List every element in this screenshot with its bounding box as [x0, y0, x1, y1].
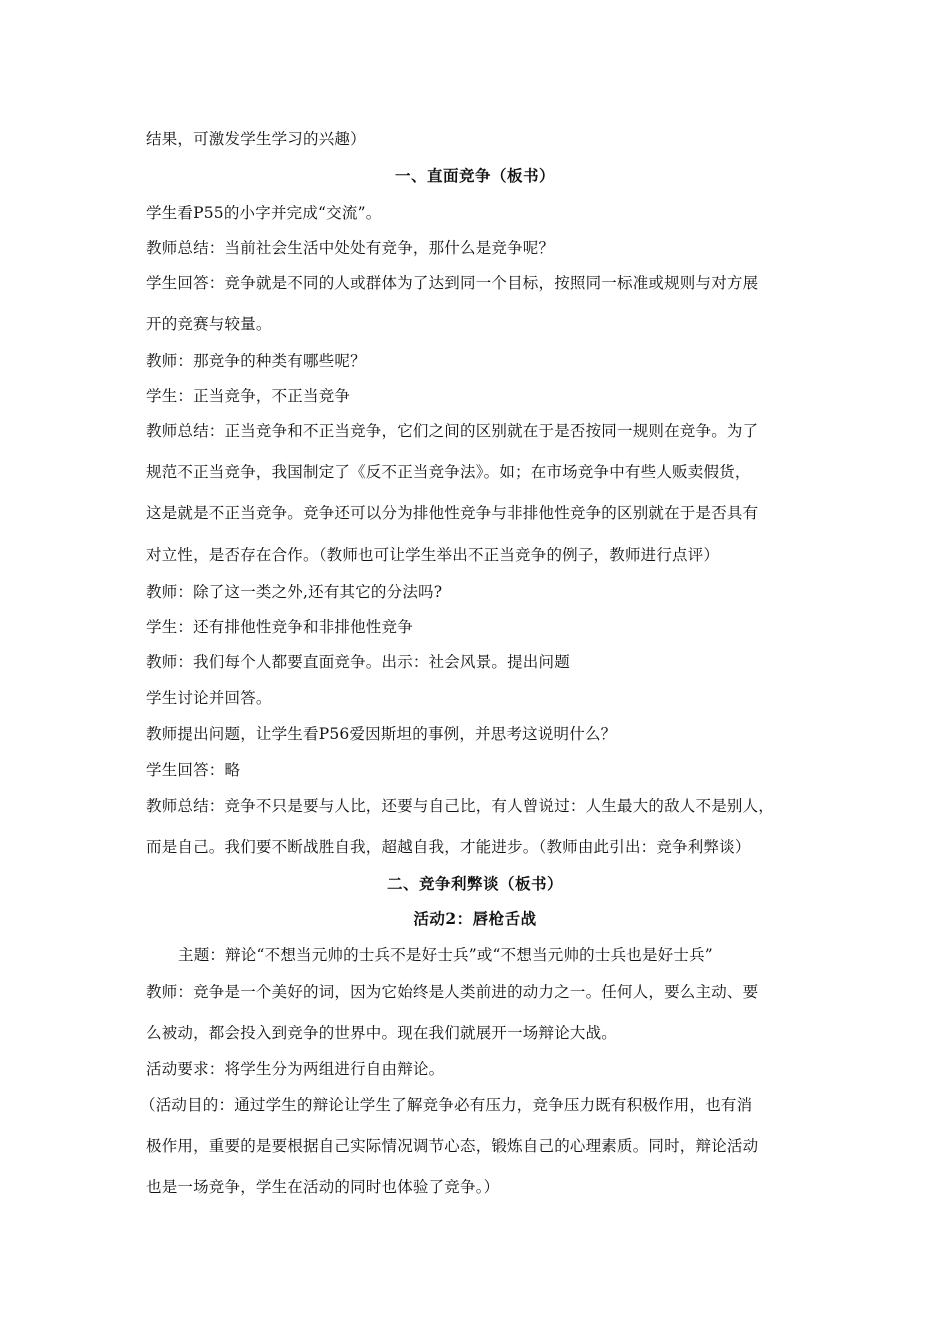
- text-line: 极作用，重要的是要根据自己实际情况调节心态，锻炼自己的心理素质。同时，辩论活动: [146, 1137, 759, 1155]
- text-line: 学生看P55的小字并完成“交流”。: [146, 204, 382, 222]
- text-line: 学生：正当竞争，不正当竞争: [146, 387, 351, 405]
- text-line: 规范不正当竞争，我国制定了《反不正当竞争法》。如；在市场竞争中有些人贩卖假货，: [146, 463, 751, 481]
- text-line: 也是一场竞争，学生在活动的同时也体验了竞争。）: [146, 1178, 500, 1196]
- text-line: 教师：我们每个人都要直面竞争。出示：社会风景。提出问题: [146, 653, 570, 671]
- text-line: 学生：还有排他性竞争和非排他性竞争: [146, 618, 413, 636]
- text-line: 结果，可激发学生学习的兴趣）: [146, 130, 366, 148]
- text-line: （活动目的：通过学生的辩论让学生了解竞争必有压力，竞争压力既有积极作用，也有消: [140, 1096, 753, 1114]
- text-line: 开的竞赛与较量。: [146, 315, 272, 333]
- activity-heading: 活动2：唇枪舌战: [413, 909, 537, 928]
- text-line: 教师：竞争是一个美好的词，因为它始终是人类前进的动力之一。任何人，要么主动、要: [146, 983, 759, 1001]
- text-line: 对立性，是否存在合作。（教师也可让学生举出不正当竞争的例子，教师进行点评）: [146, 546, 720, 564]
- text-line: 学生回答：略: [146, 761, 241, 779]
- section-heading: 一、直面竞争（板书）: [394, 166, 555, 185]
- text-line: 教师总结：正当竞争和不正当竞争，它们之间的区别就在于是否按同一规则在竞争。为了: [146, 422, 759, 440]
- text-line: 教师提出问题，让学生看P56爱因斯坦的事例，并思考这说明什么？: [146, 725, 617, 743]
- text-line: 而是自己。我们要不断战胜自我，超越自我，才能进步。（教师由此引出：竞争利弊谈）: [146, 838, 751, 856]
- section-heading: 二、竞争利弊谈（板书）: [386, 874, 563, 893]
- text-line: 活动要求：将学生分为两组进行自由辩论。: [146, 1060, 445, 1078]
- text-line: 学生回答：竞争就是不同的人或群体为了达到同一个目标，按照同一标准或规则与对方展: [146, 274, 759, 292]
- text-line: 教师总结：竞争不只是要与人比，还要与自己比，有人曾说过：人生最大的敌人不是别人，: [146, 797, 775, 815]
- text-line: 教师：除了这一类之外,还有其它的分法吗?: [146, 583, 443, 601]
- text-line: 这是就是不正当竞争。竞争还可以分为排他性竞争与非排他性竞争的区别就在于是否具有: [146, 504, 759, 522]
- text-line: 么被动，都会投入到竞争的世界中。现在我们就展开一场辩论大战。: [146, 1024, 618, 1042]
- text-line: 教师：那竞争的种类有哪些呢？: [146, 352, 366, 370]
- text-line: 主题：辩论“不想当元帅的士兵不是好士兵”或“不想当元帅的士兵也是好士兵”: [178, 946, 713, 964]
- text-line: 学生讨论并回答。: [146, 689, 272, 707]
- text-line: 教师总结：当前社会生活中处处有竞争，那什么是竞争呢？: [146, 239, 555, 257]
